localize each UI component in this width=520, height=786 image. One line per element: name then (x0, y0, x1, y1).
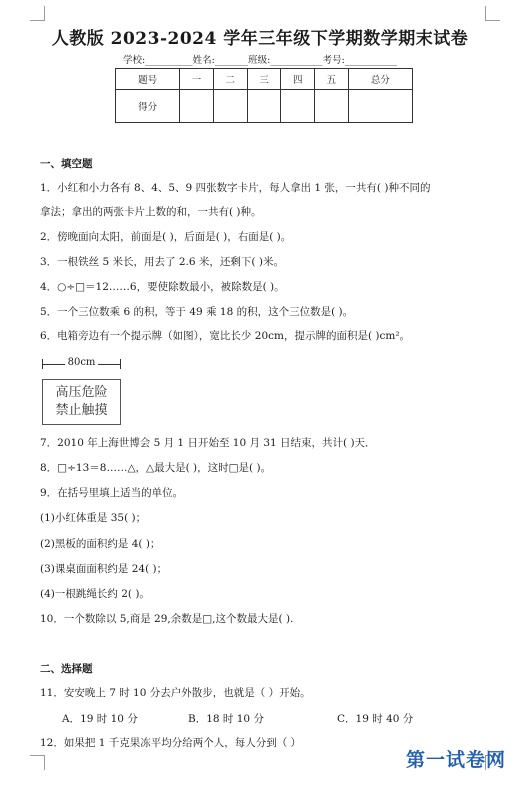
question-line: 2．傍晚面向太阳，前面是( )，后面是( )，右面是( )。 (40, 231, 292, 243)
section-heading-multiple-choice: 二、选择题 (40, 663, 93, 675)
score-header-cell: 三 (247, 69, 281, 90)
question-line: 6．电箱旁边有一个提示牌（如图），宽比长少 20cm，提示牌的面积是( )cm²。 (40, 330, 411, 342)
question-line: 9．在括号里填上适当的单位。 (40, 487, 184, 499)
exam-title: 人教版 2023-2024 学年三年级下学期数学期末试卷 (51, 29, 469, 49)
question-line: (1)小红体重是 35( )； (40, 512, 147, 524)
question-line: 10．一个数除以 5,商是 29,余数是□,这个数最大是( ). (40, 613, 294, 625)
choice-option-c: C．19 时 40 分 (337, 713, 414, 725)
score-header-cell: 题号 (116, 69, 180, 90)
dimension-label: 80cm (65, 357, 99, 368)
warning-sign-board (42, 379, 121, 425)
question-line: 1．小红和小力各有 8、4、5、9 四张数字卡片，每人拿出 1 张，一共有( )种不同的 (40, 182, 431, 194)
score-header-cell: 总分 (348, 69, 412, 90)
score-header-cell: 五 (315, 69, 349, 90)
question-line: (4)一根跳绳长约 2( )。 (40, 588, 150, 600)
student-info-line: 学校:__________姓名:_______班级:___________考号:___________ (122, 55, 398, 66)
question-line: 拿法；拿出的两张卡片上数的和，一共有( )种。 (40, 206, 262, 218)
question-line: 7．2010 年上海世博会 5 月 1 日开始至 10 月 31 日结束，共计( )天． (40, 437, 376, 449)
score-cell[interactable] (348, 90, 412, 123)
question-line: (3)课桌面面积约是 24( )； (40, 563, 168, 575)
question-line: (2)黑板的面积约是 4( )； (40, 538, 161, 550)
sign-text-line: 禁止触摸 (55, 403, 108, 418)
choice-option-a: A．19 时 10 分 (62, 713, 138, 725)
question-line: 5．一个三位数乘 6 的积，等于 49 乘 18 的积，这个三位数是( )。 (40, 306, 354, 318)
score-table-score-row (116, 90, 413, 123)
choice-option-b: B．18 时 10 分 (188, 713, 264, 725)
score-header-cell: 一 (180, 69, 214, 90)
section-heading-fill-in: 一、填空题 (40, 158, 93, 170)
score-table-header-row (116, 69, 413, 90)
question-line: 4．○÷□＝12……6，要使除数最小，被除数是( )。 (40, 281, 285, 293)
score-cell[interactable] (213, 90, 247, 123)
score-cell[interactable] (315, 90, 349, 123)
score-header-cell: 二 (213, 69, 247, 90)
score-cell[interactable] (247, 90, 281, 123)
dimension-line (42, 357, 121, 371)
score-table (115, 68, 413, 123)
warning-sign-figure (42, 357, 121, 425)
question-line: 11．安安晚上 7 时 10 分去户外散步，也就是（ ）开始。 (40, 687, 311, 699)
score-row-label: 得分 (116, 90, 180, 123)
corner-mark-bottom-left (30, 755, 45, 770)
question-line: 8．□÷13＝8……△，△最大是( )，这时□是( )。 (40, 462, 272, 474)
score-cell[interactable] (180, 90, 214, 123)
question-line: 3．一根铁丝 5 米长，用去了 2.6 米，还剩下( )米。 (40, 256, 284, 268)
corner-mark-top-right (485, 6, 500, 21)
corner-mark-top-left (30, 6, 45, 21)
score-cell[interactable] (281, 90, 315, 123)
sign-text-line: 高压危险 (55, 385, 108, 400)
site-watermark: 第一试卷网 (405, 749, 506, 771)
question-line: 12．如果把 1 千克果冻平均分给两个人，每人分到（ ） (40, 737, 302, 749)
score-header-cell: 四 (281, 69, 315, 90)
